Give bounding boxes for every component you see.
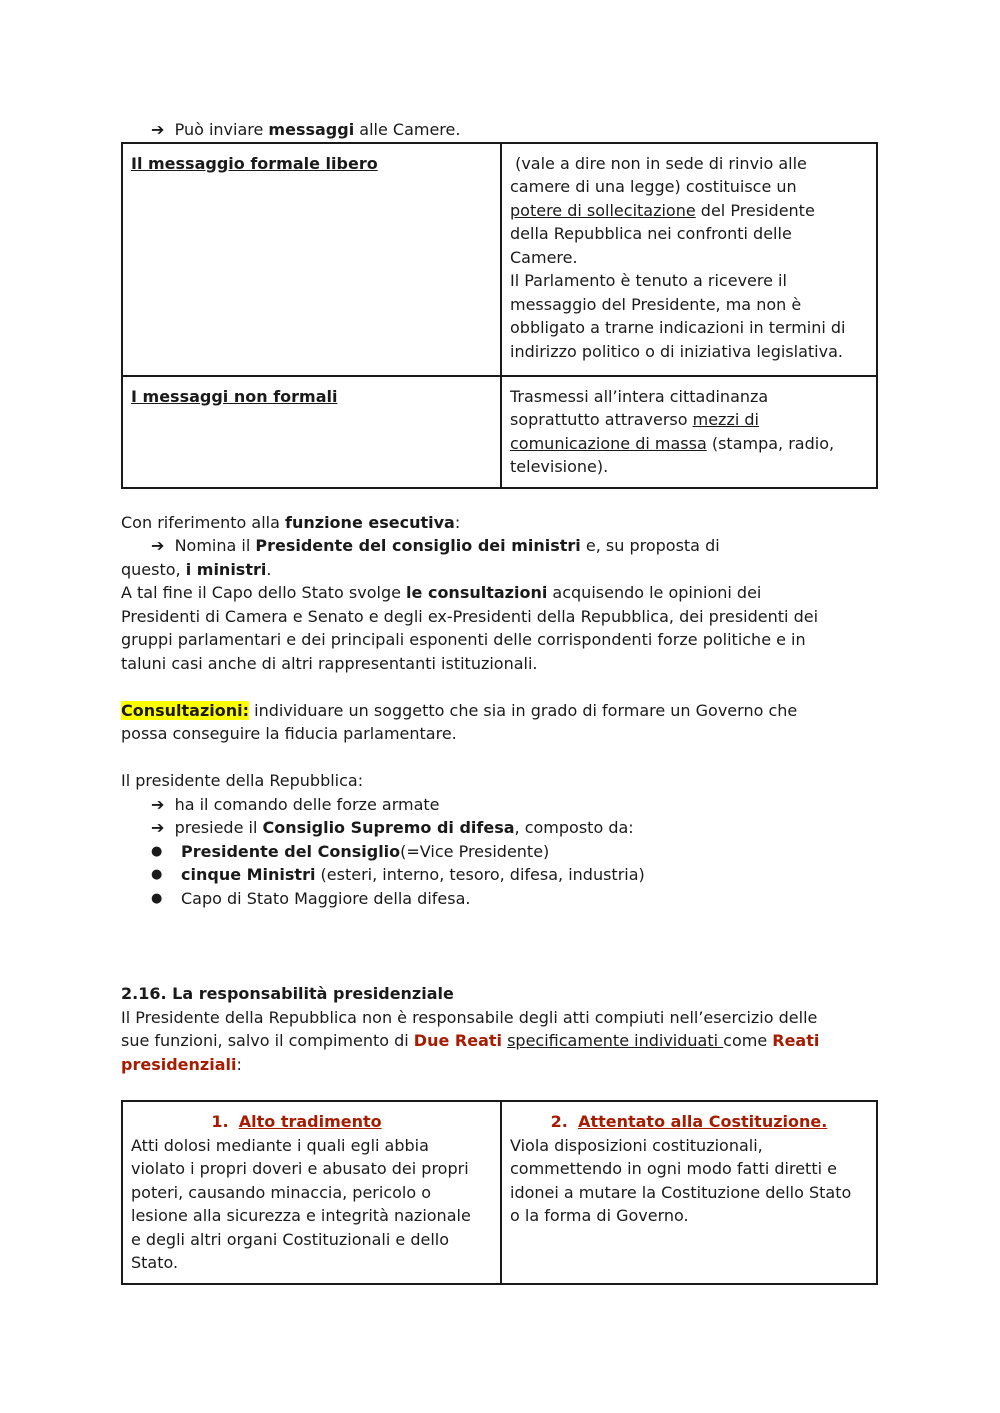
intro-line: ➔ Può inviare messaggi alle Camere.	[151, 120, 461, 139]
president-list: Il presidente della Repubblica: ➔ ha il comando delle forze armate ➔ presiede il Consiglio Supremo di difesa, composto da: ● Presidente del Consiglio(=Vice Presidente) ● cinque Ministri (esteri, interno, tesoro, difesa, industria) ● Capo di Stato Maggiore della difesa.	[121, 769, 878, 910]
table-row	[122, 376, 877, 488]
table-cell: (vale a dire non in sede di rinvio alle camere di una legge) costituisce un potere di sollecitazione del Presidente della Repubblica nei confronti delle Camere. Il Parlamento è tenuto a ricevere il messaggio del Presidente, ma non è obbligato a trarne indicazioni in termini di indirizzo politico o di iniziativa legislativa.	[501, 143, 877, 376]
section-title: 2.16. La responsabilità presidenziale	[121, 984, 454, 1003]
document-page	[121, 118, 878, 1285]
table-cell	[122, 143, 501, 376]
table-cell: Trasmessi all’intera cittadinanza soprattutto attraverso mezzi di comunicazione di massa (stampa, radio, televisione).	[501, 376, 877, 488]
consultazioni-paragraph: Consultazioni: individuare un soggetto che sia in grado di formare un Governo che possa conseguire la fiducia parlamentare.	[121, 700, 798, 743]
reato-title: Alto tradimento	[238, 1112, 382, 1131]
bullet-icon: ●	[151, 843, 163, 859]
table-row	[122, 143, 877, 376]
messages-table	[121, 142, 878, 489]
arrow-icon: ➔	[151, 794, 165, 814]
list-item: ● Presidente del Consiglio(=Vice Presidente)	[121, 840, 878, 864]
arrow-icon: ➔	[151, 120, 165, 139]
row-title: I messaggi non formali	[131, 386, 338, 406]
table-cell	[122, 376, 501, 488]
section-responsabilita: 2.16. La responsabilità presidenziale Il Presidente della Repubblica non è responsabile degli atti compiuti nell’esercizio delle sue funzioni, salvo il compimento di Due Reati specificamente individuati come Reati presidenziali:	[121, 984, 820, 1074]
reato-title: Attentato alla Costituzione.	[578, 1112, 828, 1131]
highlighted-term: Consultazioni:	[121, 700, 250, 720]
table-row	[122, 1101, 877, 1284]
reati-table	[121, 1100, 878, 1285]
bullet-icon: ●	[151, 890, 163, 906]
bullet-icon: ●	[151, 867, 163, 882]
table-cell: 2. Attentato alla Costituzione. Viola disposizioni costituzionali, commettendo in ogni modo fatti diretti e idonei a mutare la Costituzione dello Stato o la forma di Governo.	[501, 1101, 877, 1284]
arrow-icon: ➔	[151, 818, 165, 837]
executive-paragraph: Con riferimento alla funzione esecutiva: ➔ Nomina il Presidente del consiglio dei ministri e, su proposta di questo, i ministri. A tal fine il Capo dello Stato svolge le consultazioni acquisendo le opinioni dei Presidenti di Camera e Senato e degli ex-Presidenti della Repubblica, dei presidenti dei gruppi parlamentari e dei principali esponenti delle corrispondenti forze politiche e in taluni casi anche di altri rappresentanti istituzionali.	[121, 512, 819, 673]
arrow-icon: ➔	[151, 536, 165, 555]
row-title: Il messaggio formale libero	[131, 153, 378, 173]
table-cell: 1. Alto tradimento Atti dolosi mediante i quali egli abbia violato i propri doveri e abusato dei propri poteri, causando minaccia, pericolo o lesione alla sicurezza e integrità nazionale e degli altri organi Costituzionali e dello Stato.	[122, 1101, 501, 1284]
list-item: ● cinque Ministri (esteri, interno, tesoro, difesa, industria)	[121, 863, 878, 887]
list-item: ● Capo di Stato Maggiore della difesa.	[121, 887, 878, 911]
